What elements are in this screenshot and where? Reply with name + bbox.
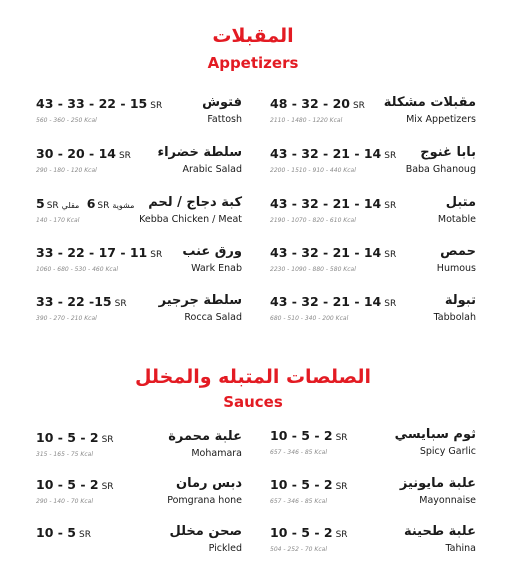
item-name-en: Tahina: [445, 543, 476, 554]
sauces-title-en: Sauces: [223, 393, 283, 411]
item-name-ar: فتوش: [202, 95, 242, 110]
item-name-en: Tabbolah: [433, 312, 476, 323]
item-name-en: Wark Enab: [191, 263, 242, 274]
menu-item-rocca-salad: [36, 294, 242, 336]
item-kcal: 1060 - 680 - 530 - 460 Kcal: [36, 266, 119, 273]
item-price: 30 - 20 - 14 SR: [36, 146, 131, 161]
item-kcal: 657 - 346 - 85 Kcal: [270, 449, 327, 456]
item-price: 43 - 32 - 21 - 14 SR: [270, 245, 397, 260]
item-name-en: Motable: [437, 214, 476, 225]
item-name-en: Arabic Salad: [182, 164, 242, 175]
item-price: 43 - 32 - 21 - 14 SR: [270, 196, 397, 211]
item-kcal: 2190 - 1070 - 820 - 610 Kcal: [270, 217, 356, 224]
item-price: 33 - 22 -15 SR: [36, 294, 127, 309]
sauces-title-ar: الصلصات المتبله والمخلل: [134, 366, 372, 388]
item-name-ar: ورق عنب: [182, 244, 242, 259]
appetizers-title-en: Appetizers: [207, 54, 299, 72]
item-name-en: Fattosh: [207, 114, 242, 125]
item-kcal: 2110 - 1480 - 1220 Kcal: [270, 117, 343, 124]
item-price: 48 - 32 - 20 SR: [270, 96, 365, 111]
item-kcal: 2200 - 1510 - 910 - 440 Kcal: [270, 167, 356, 174]
item-name-en: Baba Ghanoug: [405, 164, 476, 175]
item-price: 10 - 5 - 2 SR: [270, 428, 348, 443]
item-name-ar: صحن مخلل: [169, 524, 242, 539]
item-name-ar: سلطة خضراء: [157, 145, 242, 160]
item-name-ar: علبة مايونيز: [399, 476, 476, 491]
item-name-en: Pomgrana hone: [167, 495, 242, 506]
item-name-ar: علبة طحينة: [403, 524, 476, 539]
item-name-en: Kebba Chicken / Meat: [139, 214, 242, 225]
item-name-ar: علبة محمرة: [168, 429, 242, 444]
menu-item-arabic-salad: [36, 146, 242, 188]
menu-item-spicy-garlic: [270, 428, 476, 470]
menu-item-baba-ghanoug: [270, 146, 476, 188]
item-name-ar: حمص: [440, 244, 476, 259]
item-kcal: 504 - 252 - 70 Kcal: [270, 546, 327, 553]
item-kcal: 390 - 270 - 210 Kcal: [36, 315, 97, 322]
item-name-ar: سلطة جرجير: [158, 293, 242, 308]
item-price: 43 - 33 - 22 - 15 SR: [36, 96, 163, 111]
item-kcal: 657 - 346 - 85 Kcal: [270, 498, 327, 505]
item-kcal: 560 - 360 - 250 Kcal: [36, 117, 97, 124]
item-price: 10 - 5 - 2 SR: [270, 477, 348, 492]
item-kcal: 140 - 170 Kcal: [36, 217, 80, 224]
item-kcal: 290 - 140 - 70 Kcal: [36, 498, 93, 505]
item-name-en: Mayonnaise: [419, 495, 476, 506]
menu-item-pickled: [36, 525, 242, 567]
item-name-ar: بابا غنوج: [420, 145, 476, 160]
appetizers-title-ar: المقبلات: [212, 25, 294, 47]
item-name-ar: تبولة: [444, 293, 476, 308]
menu-item-wark-enab: [36, 245, 242, 287]
item-name-ar: متبل: [445, 195, 476, 210]
menu-item-motable: [270, 196, 476, 238]
item-price: 10 - 5 SR: [36, 525, 91, 540]
item-name-en: Mohamara: [191, 448, 242, 459]
menu-item-humous: [270, 245, 476, 287]
item-name-ar: كبة دجاج / لحم: [148, 195, 242, 210]
menu-item-tahina: [270, 525, 476, 567]
menu-item-kebba: [36, 196, 242, 238]
item-name-ar: مقبلات مشكلة: [383, 95, 476, 110]
item-price: 10 - 5 - 2 SR: [36, 430, 114, 445]
item-price: 33 - 22 - 17 - 11 SR: [36, 245, 163, 260]
item-price: 43 - 32 - 21 - 14 SR: [270, 146, 397, 161]
item-kcal: 2230 - 1090 - 880 - 580 Kcal: [270, 266, 356, 273]
item-price: 10 - 5 - 2 SR: [36, 477, 114, 492]
item-name-en: Pickled: [208, 543, 242, 554]
menu-item-mohamara: [36, 430, 242, 472]
item-price: 5 SR مقلي 6 SR مشوية: [36, 196, 135, 211]
item-price: 43 - 32 - 21 - 14 SR: [270, 294, 397, 309]
item-price: 10 - 5 - 2 SR: [270, 525, 348, 540]
item-kcal: 680 - 510 - 340 - 200 Kcal: [270, 315, 349, 322]
item-name-en: Spicy Garlic: [419, 446, 476, 457]
item-name-ar: دبس رمان: [176, 476, 242, 491]
menu-item-mayonnaise: [270, 477, 476, 519]
item-kcal: 290 - 180 - 120 Kcal: [36, 167, 97, 174]
menu-item-fattosh: [36, 96, 242, 138]
menu-item-tabbolah: [270, 294, 476, 336]
item-name-ar: ثوم سبايسي: [394, 427, 476, 442]
menu-item-pomegranate: [36, 477, 242, 519]
item-name-en: Humous: [436, 263, 476, 274]
item-kcal: 315 - 165 - 75 Kcal: [36, 451, 93, 458]
item-name-en: Mix Appetizers: [406, 114, 476, 125]
item-name-en: Rocca Salad: [184, 312, 242, 323]
menu-item-mix-appetizers: [270, 96, 476, 138]
